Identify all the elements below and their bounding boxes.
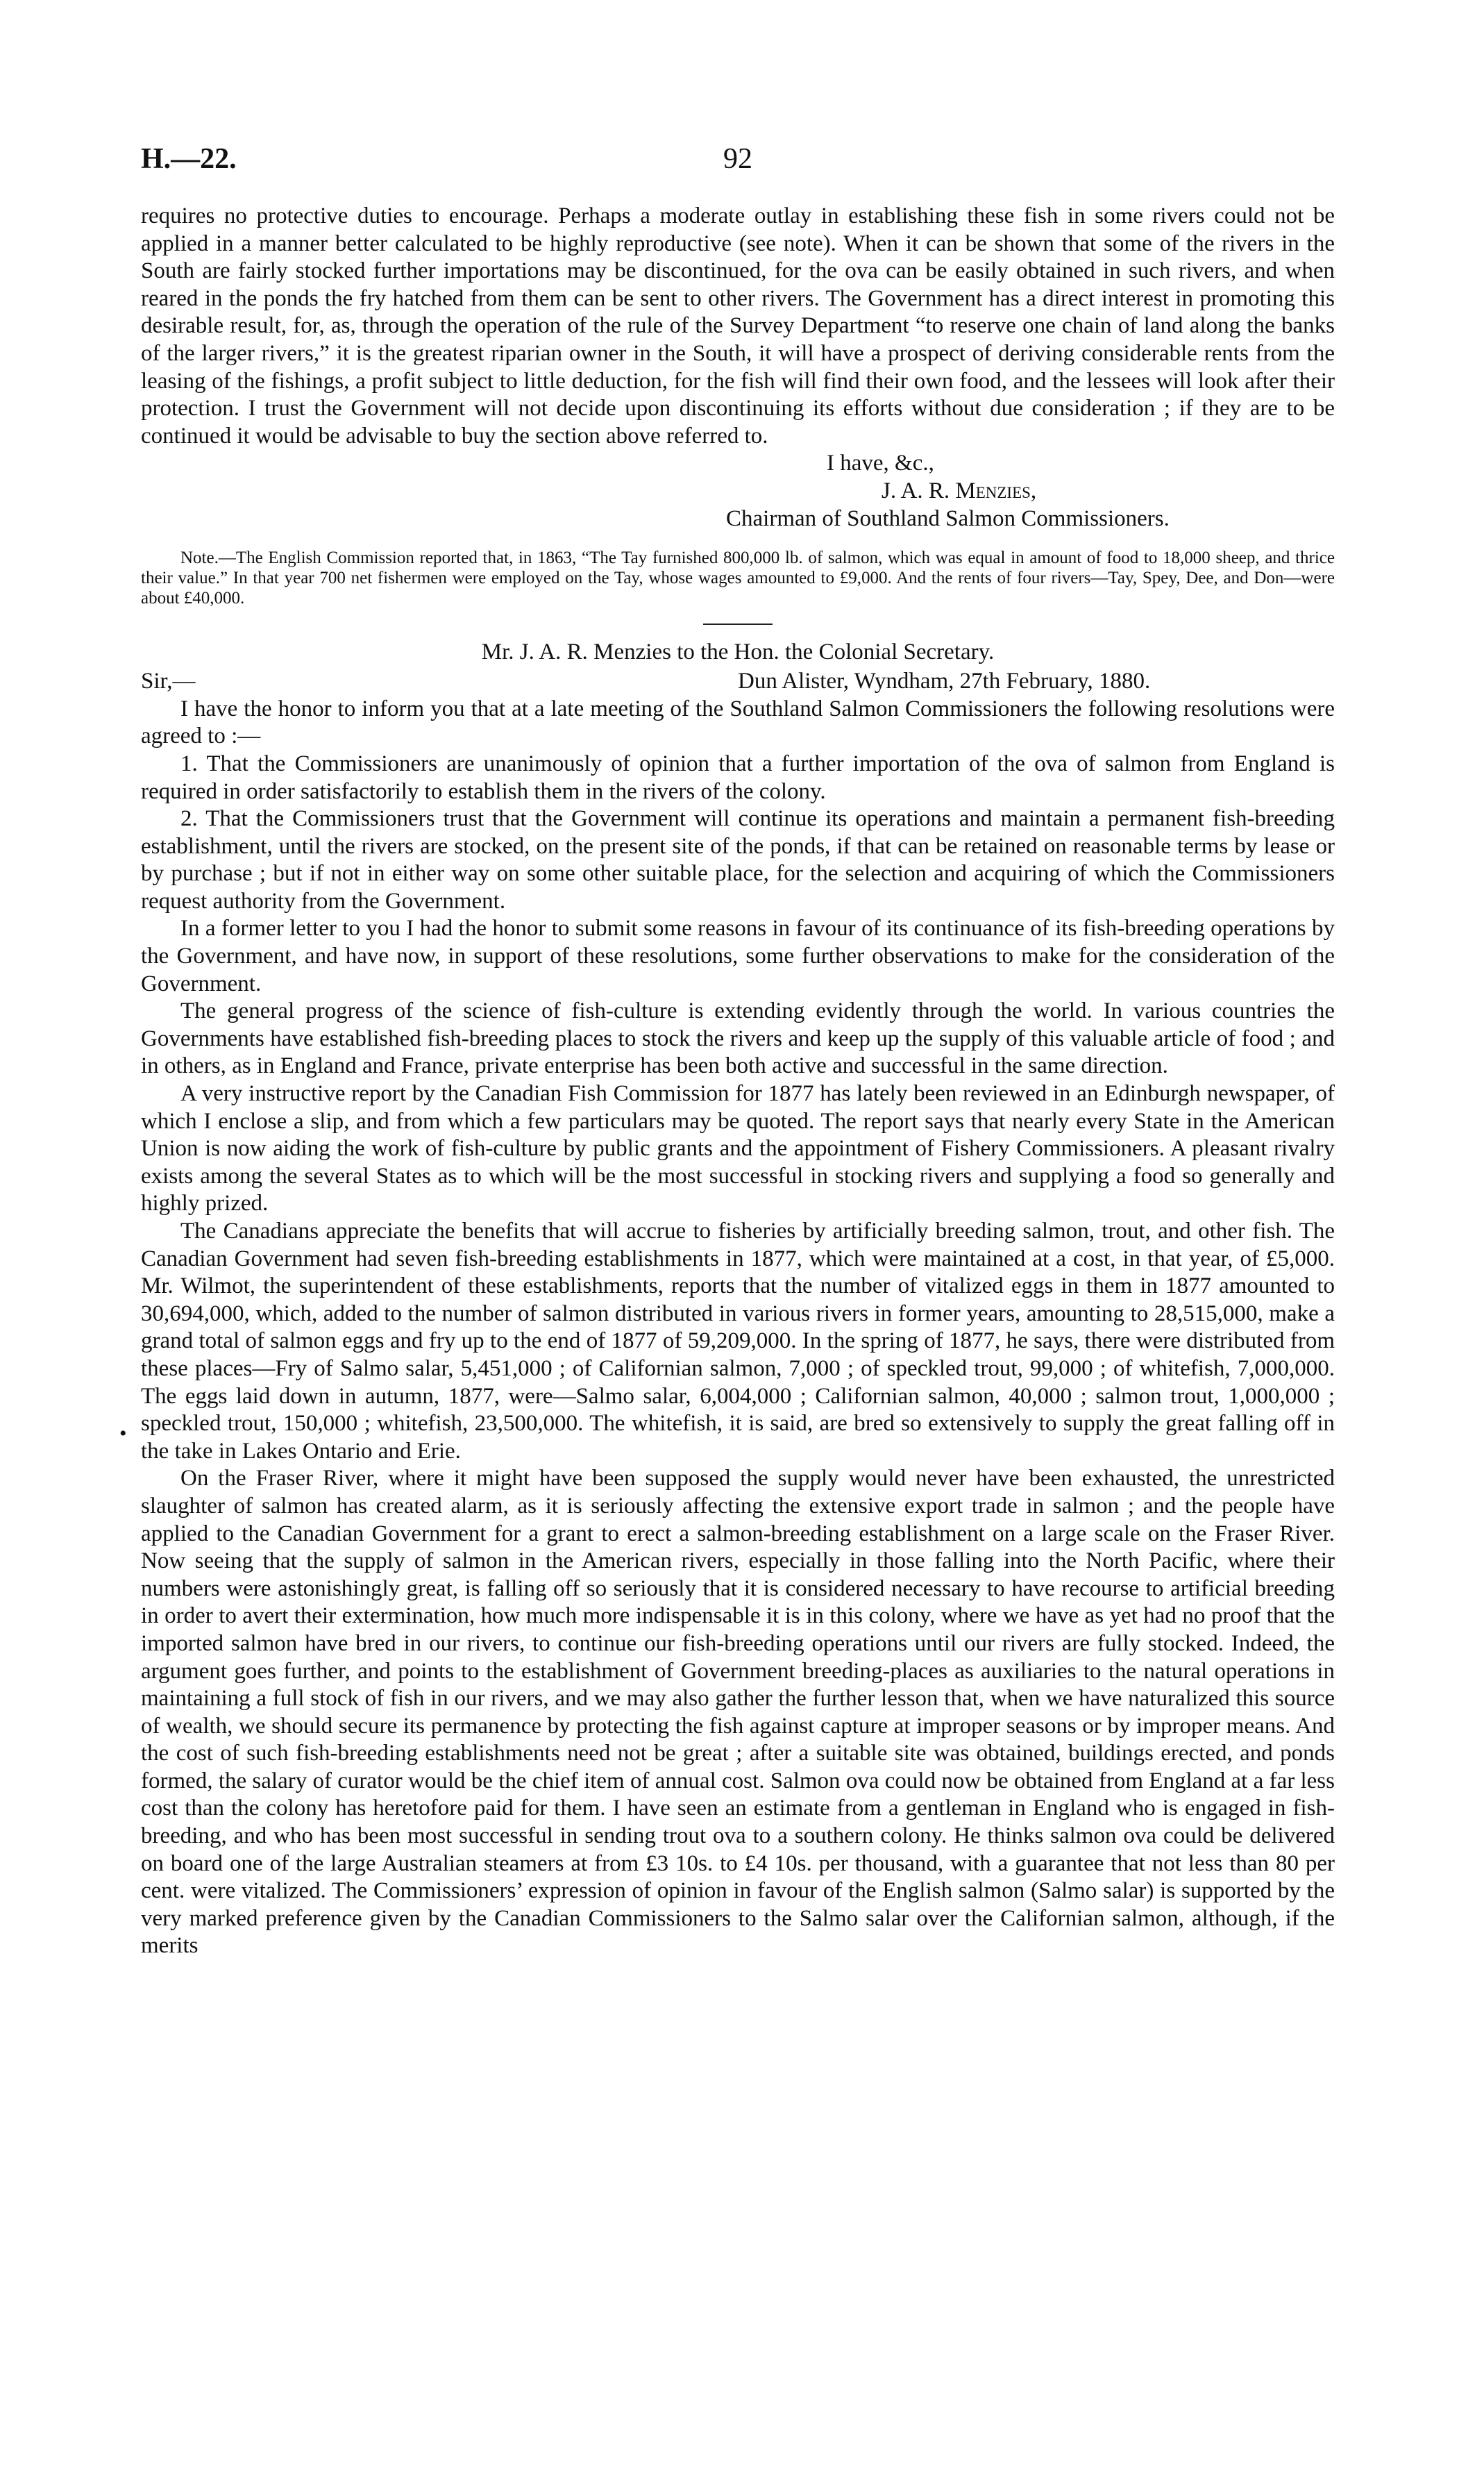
document-id: H.—22. [141, 143, 237, 175]
letter1-signature: J. A. R. Menzies, [882, 478, 1037, 503]
letter2-paragraph: A very instructive report by the Canadian Fish Commission for 1877 has lately been reviewed in an Edinburgh newspaper, of which I enclose a slip, and from which a few particulars may be quoted. The report says that nearly every State in the American Union is now aiding the work of fish-culture by public grants and the appointment of Fishery Commissioners. A pleasant rivalry exists among the several States as to which will be the most successful in stocking rivers and supplying a food so generally and highly prized. [141, 1081, 1335, 1216]
letter2-heading: Mr. J. A. R. Menzies to the Hon. the Colonial Secretary. [481, 639, 995, 665]
letter1-closing: I have, &c., [827, 451, 934, 476]
letter2-resolution-2: 2. That the Commissioners trust that the Government will continue its operations and maintain a permanent fish-breeding establishment, until the rivers are stocked, on the present site of the ponds, if that can be retained on reasonable terms by lease or by purchase ; but if not in either way on some other suitable place, for the selection and acquiring of which the Commissioners request authority from the Government. [141, 806, 1335, 914]
letter2-paragraph: I have the honor to inform you that at a late meeting of the Southland Salmon Commissioners the following resolutions were agreed to :— [141, 696, 1335, 749]
page-number: 92 [723, 143, 752, 175]
letter1-signatory-title: Chairman of Southland Salmon Commissioners. [726, 505, 1170, 531]
section-divider [703, 624, 773, 625]
footnote: Note.—The English Commission reported that, in 1863, “The Tay furnished 800,000 lb. of salmon, which was equal in amount of food to 18,000 sheep, and thrice their value.” In that year 700 net fishermen were employed on the Tay, whose wages amounted to £9,000. And the rents of four rivers—Tay, Spey, Dee, and Don—were about £40,000. [141, 549, 1335, 608]
page-body [141, 203, 1335, 1960]
letter2-date-line: Dun Alister, Wyndham, 27th February, 1880. [738, 668, 1151, 694]
margin-mark: • [119, 1422, 127, 1445]
letter2-salutation-line [141, 668, 1335, 696]
letter2-paragraph: The Canadians appreciate the benefits that will accrue to fisheries by artificially breeding salmon, trout, and other fish. The Canadian Government had seven fish-breeding establishments in 1877, which were maintained at a cost, in that year, of £5,000. Mr. Wilmot, the superintendent of these establishments, reports that the number of vitalized eggs in them in 1877 amounted to 30,694,000, which, added to the number of salmon distributed in various rivers in former years, amounting to 28,515,000, make a grand total of salmon eggs and fry up to the end of 1877 of 59,209,000. In the spring of 1877, he says, there were distributed from these places—Fry of Salmo salar, 5,451,000 ; of Californian salmon, 7,000 ; of speckled trout, 99,000 ; of whitefish, 7,000,000. The eggs laid down in autumn, 1877, were—Salmo salar, 6,004,000 ; Californian salmon, 40,000 ; salmon trout, 1,000,000 ; speckled trout, 150,000 ; whitefish, 23,500,000. The whitefish, it is said, are bred so extensively to supply the great falling off in the take in Lakes Ontario and Erie. [141, 1219, 1335, 1464]
letter2-paragraph: In a former letter to you I had the honor to submit some reasons in favour of its continuance of its fish-breeding operations by the Government, and have now, in support of these resolutions, some further observations to make for the consideration of the Government. [141, 916, 1335, 996]
page-header [141, 142, 1335, 184]
letter1-paragraph: requires no protective duties to encourage. Perhaps a moderate outlay in establishing these fish in some rivers could not be applied in a manner better calculated to be highly reproductive (see note). When it can be shown that some of the rivers in the South are fairly stocked further importations may be discontinued, for the ova can be easily obtained in such rivers, and when reared in the ponds the fry hatched from them can be sent to other rivers. The Government has a direct interest in promoting this desirable result, for, as, through the operation of the rule of the Survey Department “to reserve one chain of land along the banks of the larger rivers,” it is the greatest riparian owner in the South, it will have a prospect of deriving considerable rents from the leasing of the fishings, a profit subject to little deduction, for the fish will find their own food, and the lessees will look after their protection. I trust the Government will not decide upon discontinuing its efforts without due consideration ; if they are to be continued it would be advisable to buy the section above referred to. [141, 203, 1335, 449]
letter2-resolution-1: 1. That the Commissioners are unanimously of opinion that a further importation of the ova of salmon from England is required in order satisfactorily to establish them in the rivers of the colony. [141, 751, 1335, 804]
letter2-salutation: Sir,— [141, 668, 196, 694]
letter2-paragraph: On the Fraser River, where it might have been supposed the supply would never have been exhausted, the unrestricted slaughter of salmon has created alarm, as it is seriously affecting the extensive export trade in salmon ; and the people have applied to the Canadian Government for a grant to erect a salmon-breeding establishment on a large scale on the Fraser River. Now seeing that the supply of salmon in the American rivers, especially in those falling into the North Pacific, where their numbers were astonishingly great, is falling off so seriously that it is considered necessary to have recourse to artificial breeding in order to avert their extermination, how much more indispensable it is in this colony, where we have as yet had no proof that the imported salmon have bred in our rivers, to continue our fish-breeding operations until our rivers are fully stocked. Indeed, the argument goes further, and points to the establishment of Government breeding-places as auxiliaries to the natural operations in maintaining a full stock of fish in our rivers, and we may also gather the further lesson that, when we have naturalized this source of wealth, we should secure its permanence by protecting the fish against capture at improper seasons or by improper means. And the cost of such fish-breeding establishments need not be great ; after a suitable site was obtained, buildings erected, and ponds formed, the salary of curator would be the chief item of annual cost. Salmon ova could now be obtained from England at a far less cost than the colony has heretofore paid for them. I have seen an estimate from a gentleman in England who is engaged in fish-breeding, and who has been most successful in sending trout ova to a southern colony. He thinks salmon ova could be delivered on board one of the large Australian steamers at from £3 10s. to £4 10s. per thousand, with a guarantee that not less than 80 per cent. were vitalized. The Commissioners’ expression of opinion in favour of the English salmon (Salmo salar) is supported by the very marked preference given by the Canadian Commissioners to the Salmo salar over the Californian salmon, although, if the merits [141, 1466, 1335, 1959]
letter2-paragraph: The general progress of the science of fish-culture is extending evidently through the world. In various countries the Governments have established fish-breeding places to stock the rivers and keep up the supply of this valuable article of food ; and in others, as in England and France, private enterprise has been both active and successful in the same direction. [141, 998, 1335, 1079]
